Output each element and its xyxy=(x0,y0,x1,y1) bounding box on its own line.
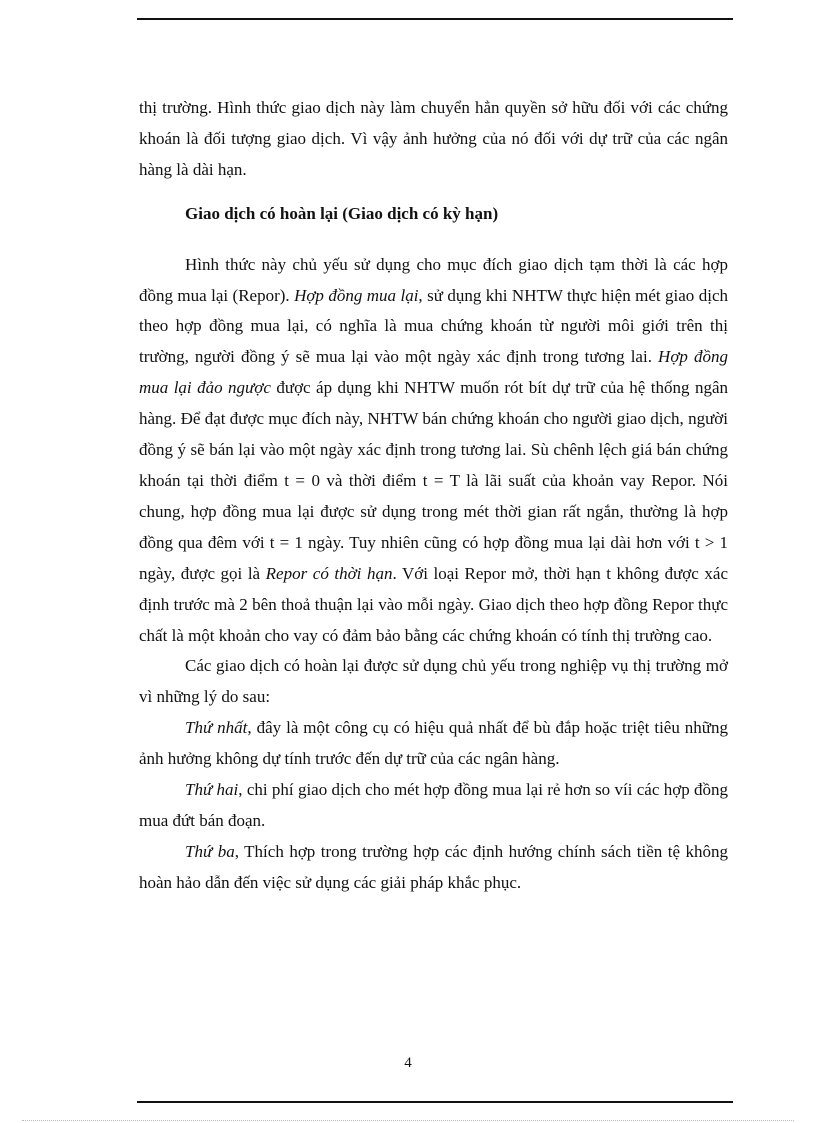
paragraph-3: Các giao dịch có hoàn lại được sử dụng chủ yếu trong nghiệp vụ thị trường mở vì những lý do sau: xyxy=(139,656,728,707)
paragraph-2 xyxy=(139,250,728,652)
term-repurchase-agreement: Hợp đồng mua lại xyxy=(294,285,419,305)
paragraph-6-text: , Thích hợp trong trường hợp các định hướng chính sách tiền tệ không hoàn hảo dẫn đến việc sử dụng các giải pháp khắc phục. xyxy=(139,841,728,892)
paragraph-4 xyxy=(139,713,728,775)
paragraph-2-text-3: được áp dụng khi NHTW muốn rót bít dự trữ của hệ thống ngân hàng. Để đạt được mục đích này, NHTW bán chứng khoán cho người giao dịch, người đồng ý sẽ bán lại vào một ngày xác định trong tương lai. Sù chênh lệch giá bán chứng khoán tại thời điểm t = 0 và thời điểm t = T là lãi suất của khoản vay Repor. Nói chung, hợp đồng mua lại được sử dụng trong mét thời gian rất ngắn, thường là hợp đồng qua đêm với t = 1 ngày. Tuy nhiên cũng có hợp đồng mua lại dài hơn với t > 1 ngày, được gọi là xyxy=(139,378,728,583)
paragraph-1: thị trường. Hình thức giao dịch này làm chuyển hẳn quyền sở hữu đối với các chứng khoán là đối tượng giao dịch. Vì vậy ảnh hưởng của nó đối với dự trữ của các ngân hàng là dài hạn. xyxy=(139,98,728,179)
paragraph-5-text: , chi phí giao dịch cho mét hợp đồng mua lại rẻ hơn so víi các hợp đồng mua đứt bán đoạn. xyxy=(139,780,728,830)
paragraph-2-text-4: . Với loại Repor mở, thời hạn t không được xác định trước mà 2 bên thoả thuận lại vào mỗi ngày. Giao dịch theo hợp đồng Repor thực chất là một khoản cho vay có đảm bảo bằng các chứng khoán có tính thị trường cao. xyxy=(139,563,728,645)
paragraph-6 xyxy=(139,837,728,899)
paragraph-5 xyxy=(139,775,728,837)
paragraph-6-lead: Thứ ba xyxy=(185,841,235,861)
page-body xyxy=(139,93,728,899)
paragraph-4-text: , đây là một công cụ có hiệu quả nhất để bù đắp hoặc triệt tiêu những ảnh hưởng không dự tính trước đến dự trữ của các ngân hàng. xyxy=(139,718,729,769)
page-edge-dotted-line xyxy=(22,1120,794,1121)
paragraph-2-text-1: Hình thức này chủ yếu sử dụng cho mục đích giao dịch tạm thời là các hợp đồng mua lại (Repor). xyxy=(139,254,728,305)
paragraph-2-text-2: , sử dụng khi NHTW thực hiện mét giao dịch theo hợp đồng mua lại, có nghĩa là mua chứng khoán từ người môi giới trên thị trường, người đồng ý sẽ mua lại vào một ngày xác định trong tương lai. xyxy=(139,285,728,367)
footer-rule xyxy=(137,1101,733,1103)
paragraph-4-lead: Thứ nhất xyxy=(185,718,248,738)
term-term-repo: Repor có thời hạn xyxy=(265,563,393,583)
section-heading: Giao dịch có hoàn lại (Giao dịch có kỳ hạn) xyxy=(185,203,499,223)
header-rule xyxy=(137,18,733,20)
term-reverse-repurchase: Hợp đồng mua lại đảo ngược xyxy=(139,347,728,398)
paragraph-5-lead: Thứ hai xyxy=(185,780,239,800)
page-number: 4 xyxy=(404,1055,412,1071)
